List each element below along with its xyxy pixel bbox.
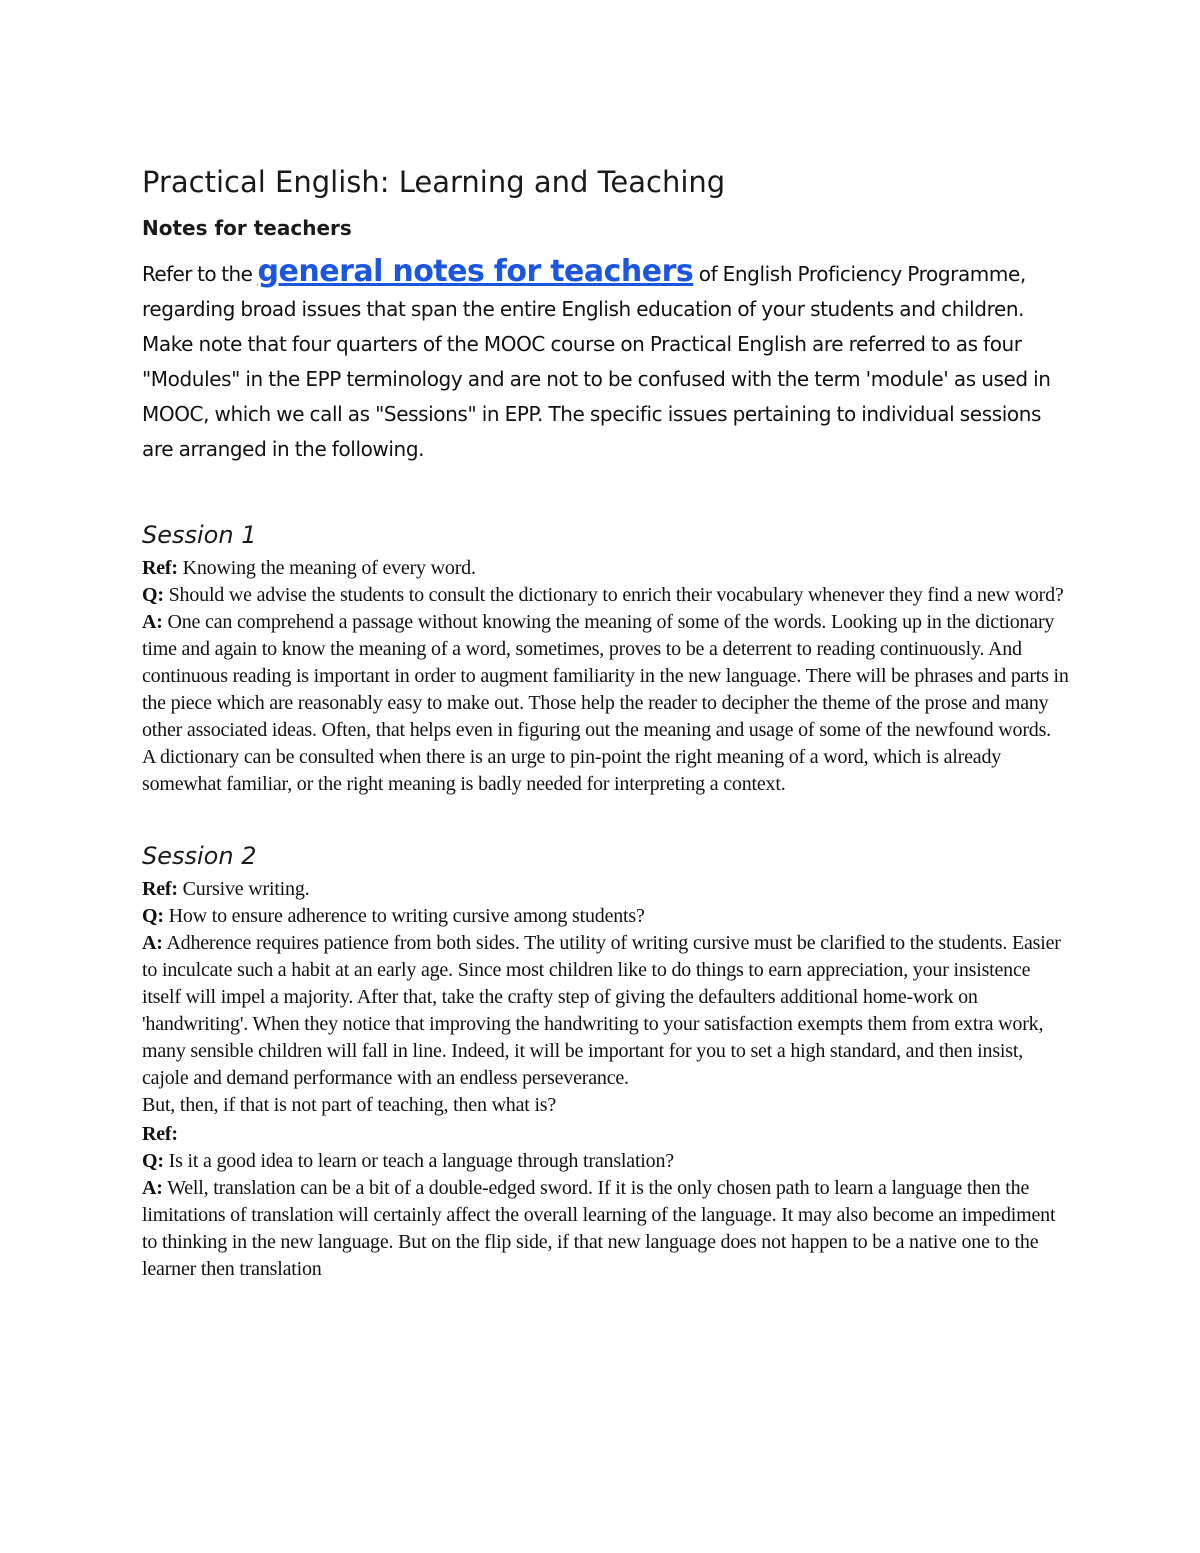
document-subtitle: Notes for teachers <box>142 216 352 240</box>
ref-label: Ref: <box>142 878 178 900</box>
session-2-section <box>142 842 1072 1283</box>
session-2-heading: Session 2 <box>142 842 257 870</box>
session-1-question <box>142 582 1072 609</box>
a-label: A: <box>142 611 163 633</box>
session-1-answer-text: One can comprehend a passage without knowing the meaning of some of the words. Looking up in the dictionary time and again to know the meaning of a word, sometimes, proves to be a deterrent to reading continuously. And continuous reading is important in order to augment familiarity in the new language. There will be phrases and parts in the piece which are reasonably easy to make out. Those help the reader to decipher the theme of the prose and many other associated ideas. Often, that helps even in figuring out the meaning and usage of some of the newfound words. <box>142 611 1069 741</box>
session-2-ref-2 <box>142 1121 1072 1148</box>
session-1-heading: Session 1 <box>142 521 257 549</box>
session-1-ref <box>142 555 1072 582</box>
a-label: A: <box>142 1177 163 1199</box>
session-2-answer <box>142 930 1072 1092</box>
session-1-question-text: Should we advise the students to consult the dictionary to enrich their vocabulary whenever they find a new word? <box>163 584 1064 606</box>
intro-paragraph <box>142 254 1072 467</box>
q-label: Q: <box>142 584 164 606</box>
session-2-question-2-text: Is it a good idea to learn or teach a language through translation? <box>163 1150 674 1172</box>
session-1-answer <box>142 609 1072 744</box>
ref-label: Ref: <box>142 557 178 579</box>
intro-text-after-link: of English Proficiency Programme, regarding broad issues that span the entire English education of your students and children. Make note that four quarters of the MOOC course on Practical English are referred to as four "Modules" in the EPP terminology and are not to be confused with the term 'module' as used in MOOC, which we call as "Sessions" in EPP. The specific issues pertaining to individual sessions are arranged in the following. <box>142 262 1051 461</box>
document-page <box>142 160 1072 1283</box>
ref-label: Ref: <box>142 1123 178 1145</box>
document-title: Practical English: Learning and Teaching <box>142 165 726 199</box>
session-2-question-2 <box>142 1148 1072 1175</box>
session-2-ref <box>142 876 1072 903</box>
session-2-answer-2-text: Well, translation can be a bit of a double-edged sword. If it is the only chosen path to learn a language then the limitations of translation will certainly affect the overall learning of the language. It may also become an impediment to thinking in the new language. But on the flip side, if that new language does not happen to be a native one to the learner then translation <box>142 1177 1056 1280</box>
session-1-extra: A dictionary can be consulted when there is an urge to pin-point the right meaning of a word, which is already somewhat familiar, or the right meaning is badly needed for interpreting a context. <box>142 746 1002 795</box>
session-1-ref-text: Knowing the meaning of every word. <box>177 557 476 579</box>
session-2-question-text: How to ensure adherence to writing cursive among students? <box>163 905 645 927</box>
session-2-answer-text: Adherence requires patience from both sides. The utility of writing cursive must be clarified to the students. Easier to inculcate such a habit at an early age. Since most children like to do things to earn appreciation, your insistence itself will impel a majority. After that, take the crafty step of giving the defaulters additional home-work on 'handwriting'. When they notice that improving the handwriting to your satisfaction exempts them from extra work, many sensible children will fall in line. Indeed, it will be important for you to set a high standard, and then insist, cajole and demand performance with an endless perseverance. <box>142 932 1061 1089</box>
session-2-extra: But, then, if that is not part of teaching, then what is? <box>142 1094 557 1116</box>
q-label: Q: <box>142 1150 164 1172</box>
intro-text-before-link: Refer to the <box>142 262 258 286</box>
session-2-ref-text: Cursive writing. <box>177 878 310 900</box>
q-label: Q: <box>142 905 164 927</box>
general-notes-link[interactable]: general notes for teachers <box>257 254 694 289</box>
session-2-question <box>142 903 1072 930</box>
session-2-answer-2 <box>142 1175 1072 1283</box>
a-label: A: <box>142 932 163 954</box>
session-1-section <box>142 521 1072 798</box>
